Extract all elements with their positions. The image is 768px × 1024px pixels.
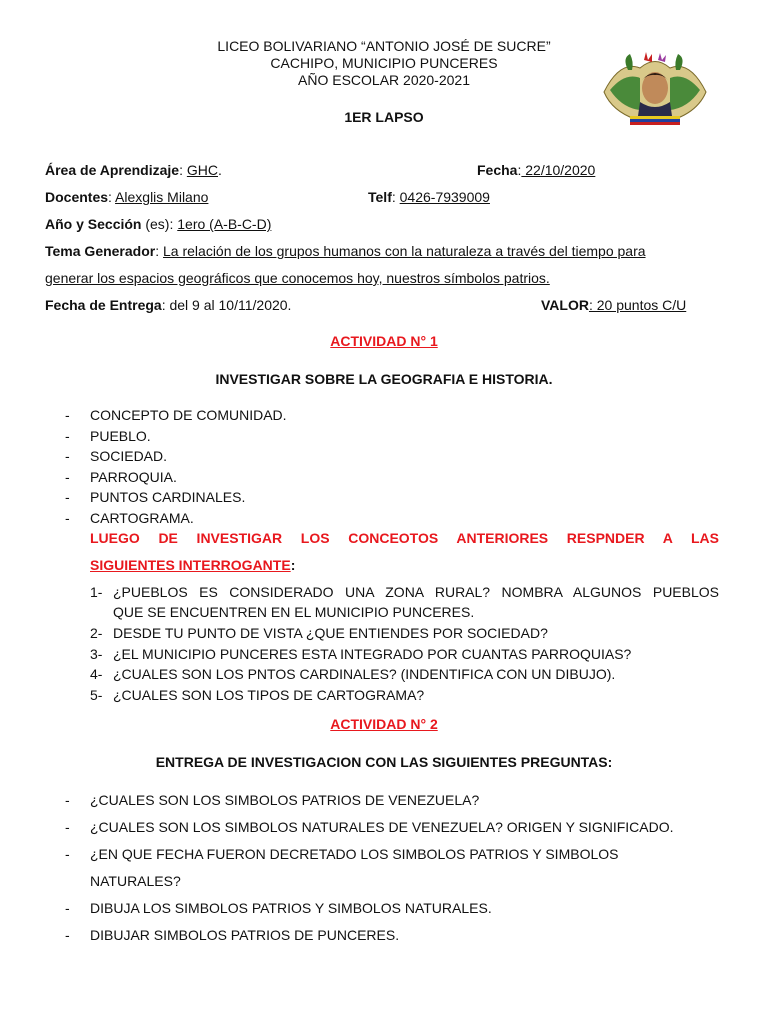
anio-value: 1ero (A-B-C-D)	[177, 216, 272, 232]
bullet-dash: -	[65, 407, 70, 423]
list-item-continuation: NATURALES?	[90, 873, 181, 889]
tema-label: Tema Generador	[45, 243, 156, 259]
tema-value-2: generar los espacios geográficos que conocemos hoy, nuestros símbolos patrios.	[45, 270, 550, 286]
valor-row	[541, 296, 686, 314]
telf-row: Telf: 0426-7939009	[368, 189, 490, 205]
question-1-line-2: QUE SE ENCUENTREN EN EL MUNICIPIO PUNCERES.	[113, 604, 475, 620]
list-item: ¿EN QUE FECHA FUERON DECRETADO LOS SIMBOLOS PATRIOS Y SIMBOLOS	[90, 846, 619, 862]
question-1-line-1: ¿PUEBLOS ES CONSIDERADO UNA ZONA RURAL? NOMBRA ALGUNOS PUEBLOS	[113, 584, 719, 600]
valor-label: VALOR	[541, 297, 589, 313]
bullet-dash: -	[65, 469, 70, 485]
question-number: 1-	[90, 584, 103, 600]
bullet-dash: -	[65, 428, 70, 444]
fecha-row: Fecha: 22/10/2020	[477, 162, 596, 178]
telf-value: 0426-7939009	[399, 189, 490, 205]
bullet-dash: -	[65, 510, 70, 526]
question-2: DESDE TU PUNTO DE VISTA ¿QUE ENTIENDES POR SOCIEDAD?	[113, 625, 548, 641]
bullet-dash: -	[65, 846, 70, 862]
area-row: Área de Aprendizaje: GHC.	[45, 162, 222, 178]
valor-value: : 20 puntos C/U	[588, 297, 687, 313]
actividad2-subtitle: ENTREGA DE INVESTIGACION CON LAS SIGUIENTES PREGUNTAS:	[155, 754, 613, 770]
school-location: CACHIPO, MUNICIPIO PUNCERES	[270, 55, 498, 71]
list-item: CARTOGRAMA.	[90, 510, 194, 526]
list-item: CONCEPTO DE COMUNIDAD.	[90, 407, 287, 423]
bullet-dash: -	[65, 792, 70, 808]
anio-suffix: (es):	[141, 216, 178, 232]
question-4: ¿CUALES SON LOS PNTOS CARDINALES? (INDENTIFICA CON UN DIBUJO).	[113, 666, 616, 682]
instruction-line-2: SIGUIENTES INTERROGANTE	[90, 557, 291, 573]
question-number: 3-	[90, 646, 103, 662]
entrega-label: Fecha de Entrega	[45, 297, 162, 313]
docentes-value: Alexglis Milano	[115, 189, 209, 205]
school-name: LICEO BOLIVARIANO “ANTONIO JOSÉ DE SUCRE”	[217, 38, 551, 54]
list-item: PUEBLO.	[90, 428, 151, 444]
instruction-line-1: LUEGO DE INVESTIGAR LOS CONCEOTOS ANTERIORES RESPNDER A LAS	[90, 530, 719, 546]
docentes-row: Docentes: Alexglis Milano	[45, 189, 209, 205]
list-item: PARROQUIA.	[90, 469, 177, 485]
anio-row	[45, 215, 271, 233]
question-number: 2-	[90, 625, 103, 641]
question-5: ¿CUALES SON LOS TIPOS DE CARTOGRAMA?	[113, 687, 425, 703]
list-item: DIBUJA LOS SIMBOLOS PATRIOS Y SIMBOLOS NATURALES.	[90, 900, 492, 916]
question-number: 5-	[90, 687, 103, 703]
list-item: ¿CUALES SON LOS SIMBOLOS NATURALES DE VENEZUELA? ORIGEN Y SIGNIFICADO.	[90, 819, 674, 835]
instruction-line-2-wrap: SIGUIENTES INTERROGANTE:	[90, 557, 296, 573]
question-3: ¿EL MUNICIPIO PUNCERES ESTA INTEGRADO POR CUANTAS PARROQUIAS?	[113, 646, 632, 662]
lapso-title: 1ER LAPSO	[344, 109, 424, 125]
tema-row: Tema Generador: La relación de los grupos humanos con la naturaleza a través del tiempo para	[45, 243, 646, 259]
bullet-dash: -	[65, 489, 70, 505]
list-item: PUNTOS CARDINALES.	[90, 489, 246, 505]
list-item: DIBUJAR SIMBOLOS PATRIOS DE PUNCERES.	[90, 927, 400, 943]
bullet-dash: -	[65, 819, 70, 835]
area-label: Área de Aprendizaje	[45, 162, 180, 178]
entrega-row	[45, 296, 291, 314]
list-item: SOCIEDAD.	[90, 448, 168, 464]
fecha-value: 22/10/2020	[521, 162, 596, 178]
bullet-dash: -	[65, 900, 70, 916]
actividad1-title: ACTIVIDAD N° 1	[330, 333, 438, 349]
anio-label: Año y Sección	[45, 216, 142, 232]
school-year: AÑO ESCOLAR 2020-2021	[298, 72, 470, 88]
tema-row-2	[45, 269, 550, 287]
tema-value-1: La relación de los grupos humanos con la naturaleza a través del tiempo para	[163, 243, 646, 259]
actividad1-subtitle: INVESTIGAR SOBRE LA GEOGRAFIA E HISTORIA.	[215, 371, 553, 387]
entrega-value: : del 9 al 10/11/2020.	[161, 297, 292, 313]
docentes-label: Docentes	[45, 189, 109, 205]
telf-label: Telf	[368, 189, 392, 205]
list-item: ¿CUALES SON LOS SIMBOLOS PATRIOS DE VENEZUELA?	[90, 792, 480, 808]
actividad2-title: ACTIVIDAD N° 2	[330, 716, 438, 732]
question-number: 4-	[90, 666, 103, 682]
bullet-dash: -	[65, 927, 70, 943]
school-logo-icon	[600, 50, 710, 128]
fecha-label: Fecha	[477, 162, 518, 178]
area-value: GHC	[186, 162, 218, 178]
bullet-dash: -	[65, 448, 70, 464]
